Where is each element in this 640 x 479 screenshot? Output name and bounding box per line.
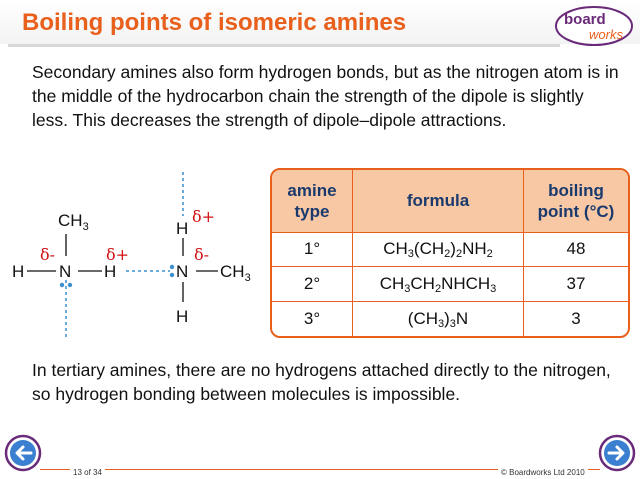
left-lone-pair-dot bbox=[68, 283, 72, 287]
table-row bbox=[272, 232, 628, 267]
page-number: 13 of 34 bbox=[70, 468, 105, 477]
right-delta-minus: δ- bbox=[194, 245, 210, 264]
left-delta-minus: δ- bbox=[40, 245, 56, 264]
right-h-top-label: H bbox=[176, 219, 189, 238]
left-ch3-label: $CH_3$ bbox=[58, 211, 89, 233]
right-arrow-icon[interactable] bbox=[598, 434, 636, 472]
right-n-label: N bbox=[176, 262, 189, 281]
left-nh-h-label: H bbox=[104, 262, 117, 281]
left-h-label: H bbox=[12, 262, 25, 281]
cell-formula: $CH_3(CH_2)_2NH_2$ bbox=[353, 232, 524, 267]
cell-formula: $(CH_3)_3N$ bbox=[353, 302, 524, 336]
right-lone-pair-dot bbox=[170, 265, 174, 269]
slide-title: Boiling points of isomeric amines bbox=[22, 9, 407, 36]
header-formula: formula bbox=[353, 170, 524, 232]
cell-formula: $CH_3CH_2NHCH_3$ bbox=[353, 267, 524, 302]
header-boiling-point: boiling point (°C) bbox=[524, 170, 629, 232]
right-h-bottom-label: H bbox=[176, 307, 189, 326]
left-lone-pair-dot bbox=[60, 283, 64, 287]
cell-type: 1° bbox=[272, 232, 353, 267]
cell-boiling-point: 3 bbox=[524, 302, 629, 336]
intro-paragraph: Secondary amines also form hydrogen bonds, but as the nitrogen atom is in the middle of the hydrocarbon chain the strength of the dipole is slightly less. This decreases the strength of dipole–dipole attractions. bbox=[32, 62, 619, 130]
title-divider bbox=[8, 44, 560, 47]
logo-works-text: works bbox=[589, 27, 623, 42]
hydrogen-bond-diagram bbox=[0, 168, 270, 338]
logo-board-text: board bbox=[564, 11, 606, 28]
table-row bbox=[272, 302, 628, 336]
left-n-label: N bbox=[59, 262, 72, 281]
conclusion-paragraph: In tertiary amines, there are no hydrogens attached directly to the nitrogen, so hydrogen bonding between molecules is impossible. bbox=[32, 360, 611, 404]
cell-type: 2° bbox=[272, 267, 353, 302]
cell-boiling-point: 37 bbox=[524, 267, 629, 302]
left-delta-plus: δ+ bbox=[106, 245, 130, 264]
table-row bbox=[272, 267, 628, 302]
right-lone-pair-dot bbox=[170, 273, 174, 277]
right-ch3-label: $CH_3$ bbox=[220, 262, 251, 284]
left-arrow-icon[interactable] bbox=[4, 434, 42, 472]
header-amine-type: amine type bbox=[272, 170, 353, 232]
right-delta-plus: δ+ bbox=[192, 207, 216, 226]
cell-type: 3° bbox=[272, 302, 353, 336]
boardworks-logo bbox=[553, 4, 635, 48]
cell-boiling-point: 48 bbox=[524, 232, 629, 267]
copyright-text: © Boardworks Ltd 2010 bbox=[498, 468, 588, 477]
amine-table bbox=[270, 168, 630, 338]
